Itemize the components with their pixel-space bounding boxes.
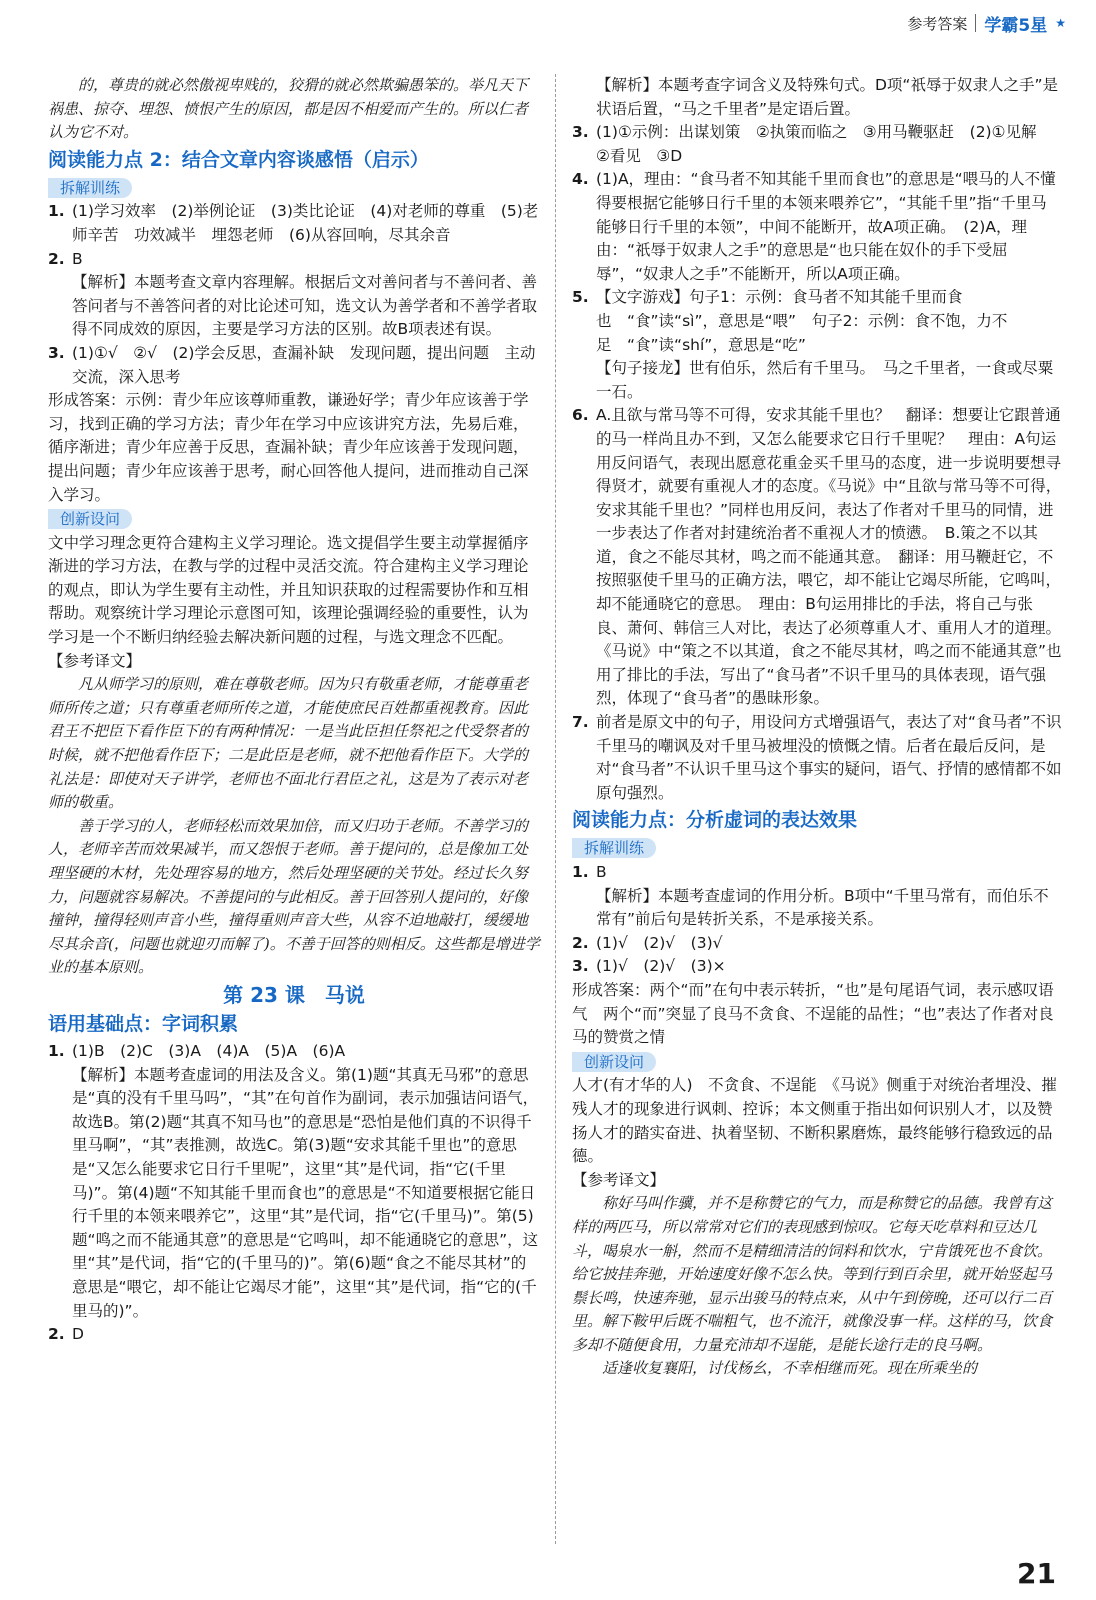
section-heading: 阅读能力点 2：结合文章内容谈感悟（启示） xyxy=(48,148,429,171)
item-number: 3. xyxy=(48,343,65,362)
item-text: (1)A，理由：“食马者不知其能千里而食也”的意思是“喂马的人不懂得要根据它能够日行千里的本领来喂养它”，“其能千里”指“千里马能够日行千里的本领”，中间不能断开，故A项正确。 (2)A，理由：“祇辱于奴隶人之手”的意思是“也只能在奴仆的手下受屈辱”，“奴隶人之手”不能断开，所以A项正确。 xyxy=(596,170,1056,283)
answer-item xyxy=(48,1040,540,1064)
item-text: B xyxy=(596,863,607,881)
answer-item xyxy=(572,168,1062,286)
page-header xyxy=(907,8,1066,38)
header-divider xyxy=(975,14,976,32)
item-text: (1)√ (2)√ (3)√ xyxy=(596,933,723,952)
right-column xyxy=(572,74,1062,1381)
paragraph: 善于学习的人，老师轻松而效果加倍，而又归功于老师。不善学习的人，老师辛苦而效果减半，而又怨恨于老师。善于提问的，总是像加工处理坚硬的木材，先处理容易的地方，然后处理坚硬的关节处。经过长久努力，问题就容易解决。不善提问的与此相反。善于回答别人提问的，好像撞钟，撞得轻则声音小些，撞得重则声音大些，从容不迫地敲打，缓缓地尽其余音(，问题也就迎刃而解了)。不善于回答的则相反。这些都是增进学业的基本原则。 xyxy=(48,816,540,977)
answer-item xyxy=(48,200,540,247)
brand-logo: 学霸5星 xyxy=(984,15,1048,36)
section-tag-row xyxy=(48,507,540,532)
section-tag: 创新设问 xyxy=(48,509,132,529)
paragraph: 形成答案：两个“而”在句中表示转折，“也”是句尾语气词，表示感叹语气 两个“而”突显了良马不贪食、不逞能的品性；“也”表达了作者对良马的赞赏之情 xyxy=(572,980,1054,1047)
item-number: 2. xyxy=(48,1325,65,1344)
item-number: 1. xyxy=(572,863,589,881)
item-number: 5. xyxy=(572,288,589,307)
item-number: 3. xyxy=(572,957,589,976)
paragraph: 的，尊贵的就必然傲视卑贱的，狡猾的就必然欺骗愚笨的。举凡天下祸患、掠夺、埋怨、愤恨产生的原因，都是因不相爱而产生的。所以仁者认为它不对。 xyxy=(48,76,529,142)
section-tag: 创新设问 xyxy=(572,1052,656,1072)
paragraph: 【参考译文】 xyxy=(48,651,142,670)
answer-item xyxy=(48,342,540,389)
paragraph: 【解析】本题考查虚词的作用分析。B项中“千里马常有，而伯乐不常有”前后句是转折关系，不是承接关系。 xyxy=(596,886,1049,929)
item-text: (1)学习效率 (2)举例论证 (3)类比论证 (4)对老师的尊重 (5)老师辛苦 功效减半 埋怨老师 (6)从容回响，尽其余音 xyxy=(72,202,539,244)
item-text: 前者是原文中的句子，用设问方式增强语气，表达了对“食马者”不识千里马的嘲讽及对千里马被埋没的愤慨之情。后者在最后反问，是对“食马者”不认识千里马这个事实的疑问，语气、抒情的感情都不如原句强烈。 xyxy=(596,713,1062,802)
item-text: (1)B (2)C (3)A (4)A (5)A (6)A xyxy=(72,1041,346,1060)
paragraph: 适逢收复襄阳，讨伐杨幺，不幸相继而死。现在所乘坐的 xyxy=(602,1359,978,1378)
answer-item xyxy=(572,932,1062,956)
answer-item xyxy=(572,955,1062,979)
answer-item xyxy=(572,121,1062,168)
answer-item xyxy=(48,248,540,272)
answer-item xyxy=(572,711,1062,805)
section-tag: 拆解训练 xyxy=(572,838,656,858)
paragraph: 【解析】本题考查字词含义及特殊句式。D项“祇辱于奴隶人之手”是状语后置，“马之千里者”是定语后置。 xyxy=(596,76,1058,118)
paragraph: 凡从师学习的原则，难在尊敬老师。因为只有敬重老师，才能尊重老师所传之道；只有尊重老师所传之道，才能使庶民百姓都重视教育。因此君王不把臣下看作臣下的有两种情况：一是当此臣担任祭祀之代受祭者的时候，就不把他看作臣下；二是此臣是老师，就不把他看作臣下。大学的礼法是：即使对天子讲学，老师也不面北行君臣之礼，这是为了表示对老师的敬重。 xyxy=(48,675,529,812)
answer-item xyxy=(572,404,1062,711)
item-number: 3. xyxy=(572,123,589,142)
page-number: 21 xyxy=(1017,1557,1056,1590)
paragraph: 文中学习理念更符合建构主义学习理论。选文提倡学生要主动掌握循序渐进的学习方法，在教与学的过程中灵活交流。符合建构主义学习理论的观点，即认为学生要有主动性，并且知识获取的过程需要协作和互相帮助。观察统计学习理论示意图可知，该理论强调经验的重要性，认为学习是一个不断归纳经验去解决新问题的过程，与选文理念不匹配。 xyxy=(48,533,529,647)
item-text: B xyxy=(72,249,83,268)
section-tag-row xyxy=(572,1050,1062,1075)
section-heading: 第 23 课 马说 xyxy=(223,982,365,1007)
paragraph: 人才(有才华的人) 不贪食、不逞能 《马说》侧重于对统治者埋没、摧残人才的现象进行讽刺、控诉；本文侧重于指出如何识别人才，以及赞扬人才的踏实奋进、执着坚韧、不断积累磨炼，最终能够行稳致远的品德。 xyxy=(572,1076,1057,1166)
star-icon: ★ xyxy=(1055,16,1066,30)
paragraph: 【句子接龙】世有伯乐，然后有千里马。 马之千里者，一食或尽粟一石。 xyxy=(596,359,1054,401)
column-divider xyxy=(555,74,556,1544)
item-text: D xyxy=(72,1325,84,1344)
item-number: 1. xyxy=(48,1041,65,1060)
header-label: 参考答案 xyxy=(907,14,968,33)
answer-item xyxy=(572,286,1062,357)
item-text: 【文字游戏】句子1：示例：食马者不知其能千里而食也 “食”读“sì”，意思是“喂” 句子2：示例：食不饱，力不足 “食”读“shí”，意思是“吃” xyxy=(596,288,1008,354)
item-number: 6. xyxy=(572,406,589,425)
item-text: (1)①示例：出谋划策 ②执策而临之 ③用马鞭驱赶 (2)①见解 ②看见 ③D xyxy=(596,123,1053,165)
paragraph: 【解析】本题考查文章内容理解。根据后文对善问者与不善问者、善答问者与不善答问者的对比论述可知，选文认为善学者和不善学者取得不同成效的原因，主要是学习方法的区别。故B项表述有误。 xyxy=(72,273,538,339)
section-heading: 语用基础点：字词积累 xyxy=(48,1012,239,1035)
item-text: (1)①√ ②√ (2)学会反思，查漏补缺 发现问题，提出问题 主动交流，深入思考 xyxy=(72,343,536,386)
item-text: (1)√ (2)√ (3)× xyxy=(596,957,726,976)
paragraph: 形成答案：示例：青少年应该尊师重教，谦逊好学；青少年应该善于学习，找到正确的学习方法；青少年在学习中应该讲究方法，先易后难，循序渐进；青少年应善于反思，查漏补缺；青少年应该善于发现问题，提出问题；青少年应该善于思考，耐心回答他人提问，进而推动自己深入学习。 xyxy=(48,391,529,504)
section-tag: 拆解训练 xyxy=(48,178,132,198)
item-number: 7. xyxy=(572,713,589,732)
paragraph: 【解析】本题考查虚词的用法及含义。第(1)题“其真无马邪”的意思是“真的没有千里马吗”，“其”在句首作为副词，表示加强诘问语气，故选B。第(2)题“其真不知马也”的意思是“恐怕是他们真的不识得千里马啊”，“其”表推测，故选C。第(3)题“安求其能千里也”的意思是“又怎么能要求它日行千里呢”，这里“其”是代词，指“它(千里马)”。第(4)题“不知其能千里而食也”的意思是“不知道要根据它能日行千里的本领来喂养它”，这里“其”是代词，指“它(千里马)”。第(5)题“鸣之而不能通其意”的意思是“它鸣叫，却不能通晓它的意思”，这里“其”是代词，指“它的(千里马的)”。第(6)题“食之不能尽其材”的意思是“喂它，却不能让它竭尽才能”，这里“其”是代词，指“它的(千里马的)”。 xyxy=(72,1065,539,1320)
item-number: 2. xyxy=(48,249,65,268)
item-number: 2. xyxy=(572,933,589,952)
item-number: 1. xyxy=(48,202,65,221)
answer-item xyxy=(572,861,1062,885)
item-number: 4. xyxy=(572,170,589,189)
left-column xyxy=(48,74,540,1347)
paragraph: 称好马叫作骥，并不是称赞它的气力，而是称赞它的品德。我曾有这样的两匹马，所以常常对它们的表现感到惊叹。它每天吃草料和豆达几斗，喝泉水一斛，然而不是精细清洁的饲料和饮水，宁肯饿死也不食饮。给它披挂奔驰，开始速度好像不怎么快。等到行到百余里，就开始竖起马鬃长鸣，快速奔驰，显示出骏马的特点来，从中午到傍晚，还可以行二百里。解下鞍甲后既不喘粗气，也不流汗，就像没事一样。这样的马，饮食多却不随便食用，力量充沛却不逞能，是能长途行走的良马啊。 xyxy=(572,1194,1053,1354)
paragraph: 【参考译文】 xyxy=(572,1170,666,1189)
section-heading: 阅读能力点：分析虚词的表达效果 xyxy=(572,809,858,832)
section-tag-row xyxy=(572,836,1062,861)
item-text: A.且欲与常马等不可得，安求其能千里也？ 翻译：想要让它跟普通的马一样尚且办不到，又怎么能要求它日行千里呢？ 理由：A句运用反问语气，表现出愿意花重金买千里马的态度，进一步说明要想寻得贤才，就要有重视人才的态度。《马说》中“且欲与常马等不可得，安求其能千里也？”同样也用反问，表达了作者对千里马的同情，进一步表达了作者对封建统治者不重视人才的愤懑。 B.策之不以其道，食之不能尽其材，鸣之而不能通其意。 翻译：用马鞭赶它，不按照驱使千里马的正确方法，喂它，却不能让它竭尽所能，它鸣叫，却不能通晓它的意思。 理由：B句运用排比的手法，将自己与张良、萧何、韩信三人对比，表达了必须尊重人才、重用人才的道理。《马说》中“策之不以其道，食之不能尽其材，鸣之而不能通其意”也用了排比的手法，写出了“食马者”不识千里马的具体表现，语气强烈，体现了“食马者”的愚昧形象。 xyxy=(596,406,1062,708)
section-tag-row xyxy=(48,176,540,201)
answer-item xyxy=(48,1323,540,1347)
